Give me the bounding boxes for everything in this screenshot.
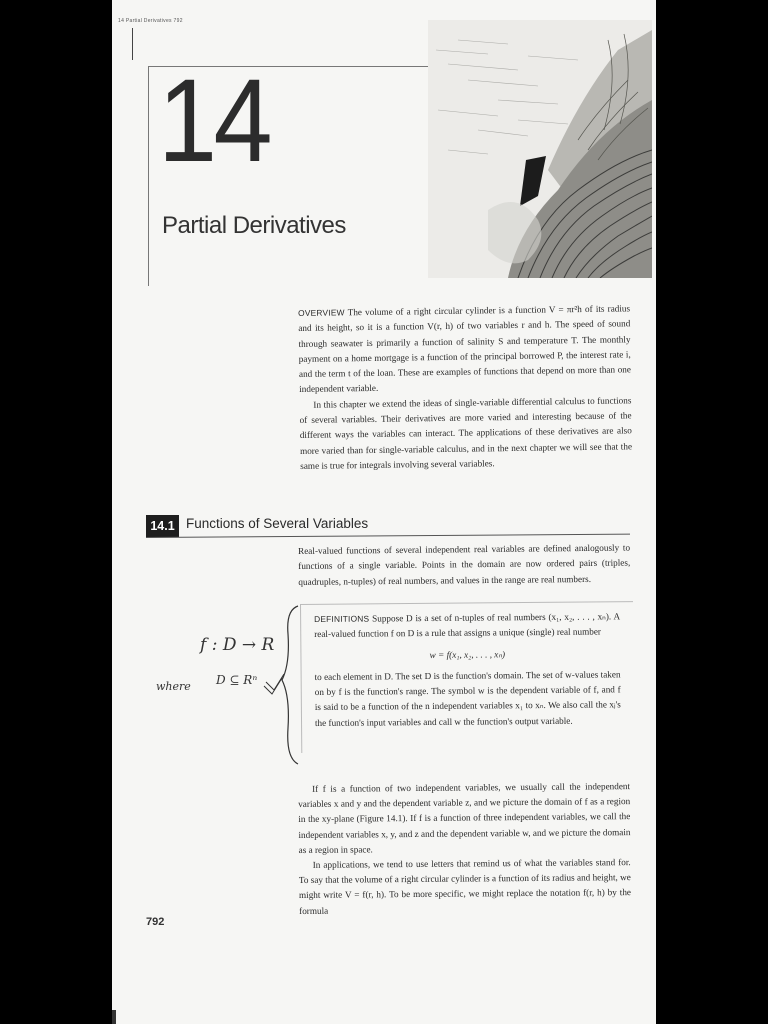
- definition-lead: DEFINITIONS: [314, 613, 370, 624]
- scan-border-left: [0, 0, 112, 1024]
- overview-paragraph-1: The volume of a right circular cylinder is a function V = πr²h of its radius and its height, so it is a function V(r, h) of two variables r and h. The speed of sound through seawater is primarily a function of salinity S and temperature T. The monthly payment on a home mortgage is a function of the principal borrowed P, the interest rate i, and the term t of the loan. These are examples of functions that depend on more than one independent variable.: [298, 303, 631, 395]
- body-paragraph-1: If f is a function of two independent variables, we usually call the independent variables x and y and the dependent variable z, and we picture the domain of f as a region in the xy-plane (Figure 14.1). If f is a function of three independent variables, we call the independent variables x, y, and z and the dependent variable w, and we picture the domain as a region in space.: [298, 781, 631, 855]
- definition-formula: w = f(x₁, x₂, . . . , xₙ): [429, 648, 506, 660]
- handwritten-brace-icon: [278, 604, 300, 766]
- handwritten-notes: [140, 620, 290, 720]
- definition-line-1: Suppose D is a set of n-tuples of real numbers (x₁, x₂, . . . , xₙ). A real-valued function f on D is a rule that assigns a unique (single) real number: [314, 611, 621, 640]
- handwritten-where: where: [156, 680, 191, 693]
- body-text: [298, 779, 631, 919]
- section-intro-text: Real-valued functions of several independent real variables are defined analogously to functions of a single variable. Points in the domain are now ordered pairs (triples, quadruples, n-tuples) of real numbers, and values in the range are real numbers.: [298, 542, 631, 587]
- handwritten-subset: D ⊆ Rⁿ: [216, 673, 258, 687]
- chapter-title: Partial Derivatives: [162, 212, 346, 239]
- margin-mark: [132, 28, 133, 60]
- handwritten-mapping: f : D → R: [200, 635, 275, 655]
- definition-line-2: to each element in D. The set D is the function's domain. The set of w-values taken on by f is the function's range. The symbol w is the dependent variable of f, and f is said to be a function of the n independent variables x₁ to xₙ. We also call the xⱼ's the function's input variables and call w the function's output variable.: [314, 669, 621, 728]
- section-number-badge: 14.1: [146, 515, 179, 537]
- scan-edge-mark: [112, 1010, 116, 1024]
- overview-text: [298, 301, 632, 474]
- chapter-opener-photo: [428, 20, 652, 278]
- section-intro: [298, 541, 630, 590]
- overview-paragraph-2: In this chapter we extend the ideas of single-variable differential calculus to functions of several variables. Their derivatives are more varied and interesting because of the different ways the variables can interact. The applications of these derivatives are also more varied than for single-variable calculus, and in the next chapter we will see that the same is true for integrals involving several variables.: [299, 395, 633, 471]
- chapter-frame-line: [148, 66, 149, 286]
- chapter-number: 14: [158, 55, 269, 187]
- running-head: 14 Partial Derivatives 792: [118, 18, 183, 24]
- scan-border-right: [656, 0, 768, 1024]
- definition-text: [314, 609, 621, 731]
- section-title: Functions of Several Variables: [186, 516, 369, 531]
- page-number: 792: [146, 916, 165, 928]
- overview-lead: OVERVIEW: [298, 307, 345, 318]
- body-paragraph-2: In applications, we tend to use letters that remind us of what the variables stand for. To say that the volume of a right circular cylinder is a function of its radius and height, we might write V = f(r, h). To be more specific, we might replace the notation f(r, h) by the formula: [298, 857, 632, 916]
